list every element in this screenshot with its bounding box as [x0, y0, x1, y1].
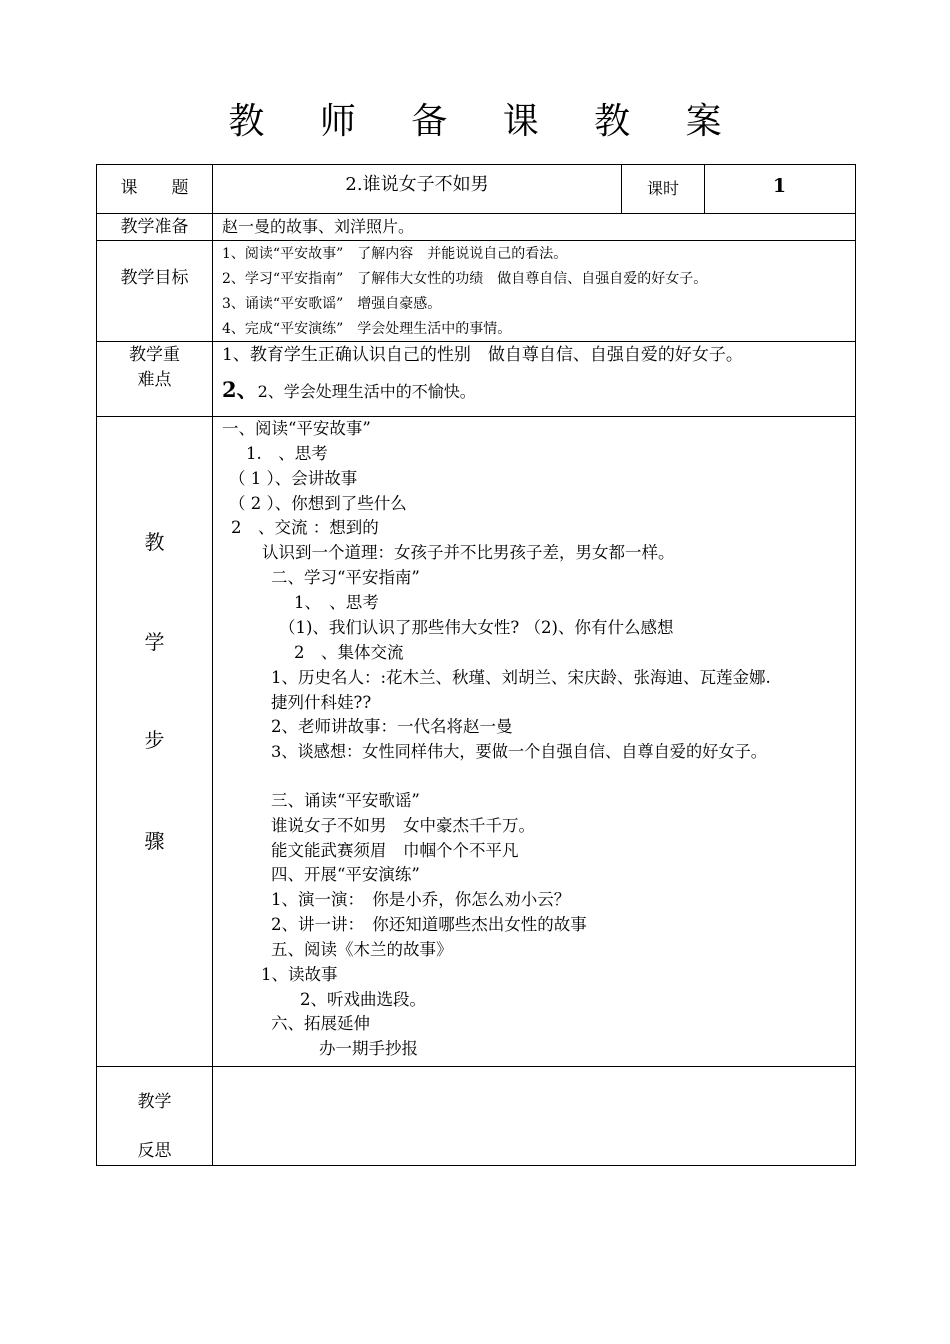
goal-item-2: 2、学习“平安指南” 了解伟大女性的功绩 做自尊自信、自强自爱的好女子。: [222, 271, 708, 287]
step-line: 2 、集体交流: [294, 643, 404, 662]
reflection-label-1: 教学: [137, 1092, 172, 1112]
step-line: 1、演一演： 你是小乔，你怎么劝小云？: [271, 890, 571, 909]
steps-label-char-2: 学: [144, 630, 165, 654]
step-line: 1、历史名人：:花木兰、秋瑾、刘胡兰、宋庆龄、张海迪、瓦莲金娜.: [271, 668, 771, 687]
goals-label: 教学目标: [120, 268, 189, 288]
key-point-2: [222, 377, 476, 402]
steps-label-char-3: 步: [144, 728, 165, 752]
step-line: 二、学习“平安指南”: [271, 568, 420, 587]
step-line: （1)、我们认识了那些伟大女性? （2)、你有什么感想: [279, 618, 674, 637]
step-line: 2、老师讲故事：一代名将赵一曼: [271, 717, 513, 736]
step-line: 一、阅读“平安故事”: [222, 419, 371, 438]
step-line: 2、听戏曲选段。: [300, 990, 426, 1009]
reflection-label-2: 反思: [137, 1141, 172, 1161]
goal-item-4: 4、完成“平安演练” 学会处理生活中的事情。: [222, 321, 512, 337]
step-line: 能文能武赛须眉 巾帼个个不平凡: [271, 841, 519, 860]
key-points-label-2: 难点: [137, 370, 172, 390]
step-line: 1、 、思考: [294, 593, 379, 612]
key-point-2-text: 2、学会处理生活中的不愉快。: [257, 382, 476, 401]
key-points-label-1: 教学重: [129, 345, 180, 365]
step-line: 2 、交流 ：想到的: [231, 518, 379, 537]
topic-value: 2.谁说女子不如男: [345, 174, 489, 195]
period-label: 课时: [646, 179, 679, 198]
period-value: 1: [772, 175, 787, 197]
steps-label-char-1: 教: [144, 530, 165, 554]
steps-label-char-4: 骤: [144, 829, 165, 853]
step-line: 办一期手抄报: [319, 1039, 418, 1058]
reflection-content[interactable]: [213, 1067, 855, 1165]
preparation-value: 赵一曼的故事、刘洋照片。: [222, 217, 415, 236]
goal-item-1: 1、阅读“平安故事” 了解内容 并能说说自己的看法。: [222, 246, 568, 262]
preparation-label: 教学准备: [120, 217, 189, 237]
step-line: 3、谈感想：女性同样伟大，要做一个自强自信、自尊自爱的好女子。: [271, 742, 767, 761]
step-line: 1. 、思考: [246, 444, 328, 463]
step-line: 捷列什科娃??: [271, 693, 372, 712]
step-line: 2、讲一讲： 你还知道哪些杰出女性的故事: [271, 915, 587, 934]
step-line: 三、诵读“平安歌谣”: [271, 791, 420, 810]
key-point-2-prefix: 2、: [222, 377, 258, 402]
step-line: 六、拓展延伸: [271, 1014, 370, 1033]
step-line: 认识到一个道理：女孩子并不比男孩子差，男女都一样。: [262, 543, 675, 562]
topic-label: 课 题: [120, 178, 189, 198]
step-line: 五、阅读《木兰的故事》: [271, 940, 453, 959]
step-line: 四、开展“平安演练”: [271, 865, 420, 884]
step-line: （ 2 ）、你想到了些什么: [229, 494, 407, 513]
step-line: 1、读故事: [261, 965, 338, 984]
page-title: 教 师 备 课 教 案: [228, 101, 744, 142]
goal-item-3: 3、诵读“平安歌谣” 增强自豪感。: [222, 296, 442, 312]
key-point-1: 1、教育学生正确认识自己的性别 做自尊自信、自强自爱的好女子。: [222, 345, 743, 365]
step-line: 谁说女子不如男 女中豪杰千千万。: [271, 816, 535, 835]
step-line: （ 1 ）、会讲故事: [229, 469, 358, 488]
